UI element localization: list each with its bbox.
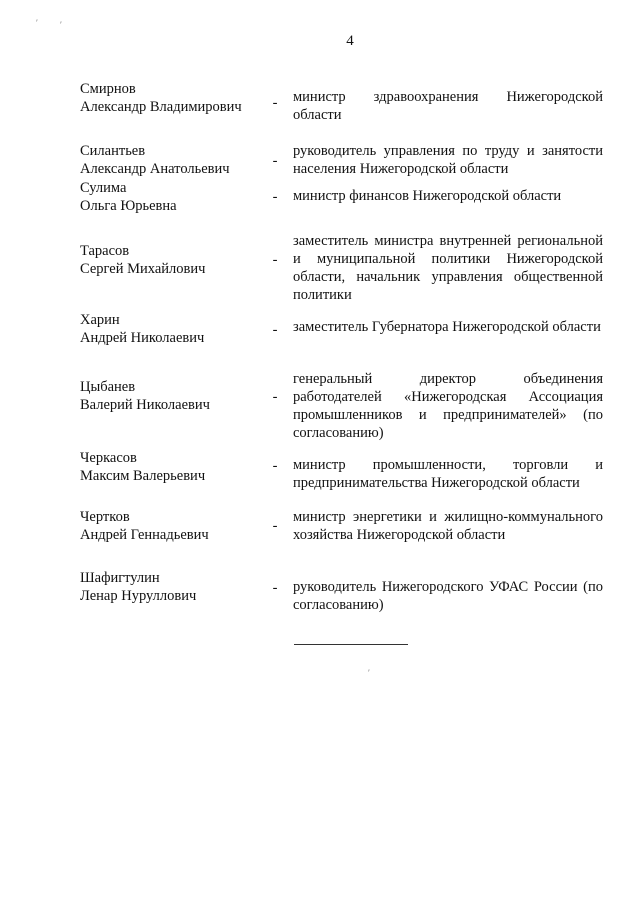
member-name [80, 449, 265, 485]
dash-separator: - [272, 389, 278, 405]
closing-rule [294, 644, 408, 645]
member-surname: Чертков [80, 509, 130, 525]
member-role: руководитель управления по труду и занятости населения Нижегородской области [293, 143, 603, 177]
dash-separator: - [272, 458, 278, 474]
member-role: министр энергетики и жилищно-коммунального хозяйства Нижегородской области [293, 509, 603, 543]
member-role: руководитель Нижегородского УФАС России (по согласованию) [293, 579, 603, 613]
member-surname: Черкасов [80, 450, 137, 466]
dash-separator: - [272, 95, 278, 111]
member-given-name: Сергей Михайлович [80, 261, 206, 277]
member-given-name: Александр Владимирович [80, 99, 242, 115]
member-role: заместитель Губернатора Нижегородской области [293, 319, 601, 335]
member-given-name: Валерий Николаевич [80, 397, 210, 413]
member-given-name: Андрей Николаевич [80, 330, 205, 346]
member-surname: Тарасов [80, 243, 130, 259]
dash-separator: - [272, 518, 278, 534]
dash-separator: - [272, 322, 278, 338]
scan-speck: ′ [368, 668, 370, 678]
member-surname: Цыбанев [80, 379, 136, 395]
scan-speck: ′ [36, 18, 38, 28]
dash-separator: - [272, 580, 278, 596]
member-name [80, 80, 265, 116]
member-given-name: Ленар Нуруллович [80, 588, 197, 604]
member-name [80, 242, 265, 278]
member-role: генеральный директор объединения работодателей «Нижегородская Ассоциация промышленников и предпринимателей» (по согласованию) [293, 371, 603, 441]
member-name [80, 179, 265, 215]
dash-separator: - [272, 153, 278, 169]
member-given-name: Ольга Юрьевна [80, 198, 177, 214]
member-role: министр здравоохранения Нижегородской области [293, 89, 603, 123]
member-name [80, 378, 265, 414]
member-given-name: Андрей Геннадьевич [80, 527, 209, 543]
member-surname: Сулима [80, 180, 127, 196]
member-surname: Шафигтулин [80, 570, 160, 586]
member-surname: Харин [80, 312, 120, 328]
dash-separator: - [272, 189, 278, 205]
member-surname: Силантьев [80, 143, 146, 159]
dash-separator: - [272, 252, 278, 268]
member-role: заместитель министра внутренней региональной и муниципальной политики Нижегородской области, начальник управления общественной политики [293, 233, 603, 303]
member-role: министр финансов Нижегородской области [293, 188, 562, 204]
page-number: 4 [346, 33, 354, 49]
member-role: министр промышленности, торговли и предпринимательства Нижегородской области [293, 457, 603, 491]
member-name [80, 142, 265, 178]
member-name [80, 569, 265, 605]
scan-speck: ′ [60, 20, 62, 30]
member-given-name: Максим Валерьевич [80, 468, 206, 484]
member-given-name: Александр Анатольевич [80, 161, 230, 177]
member-name [80, 508, 265, 544]
member-name [80, 311, 265, 347]
member-surname: Смирнов [80, 81, 136, 97]
